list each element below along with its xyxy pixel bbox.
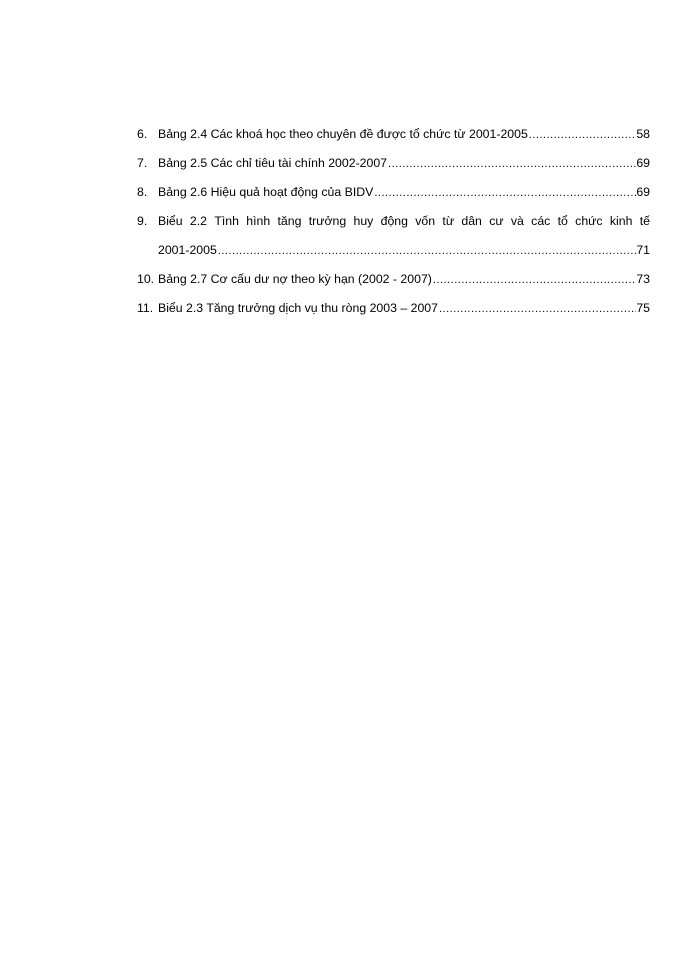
toc-entry-10[interactable] [137,269,650,298]
toc-entry-6[interactable] [137,124,650,153]
entry-title-line1 [158,211,650,231]
entry-number: 7. [137,156,148,170]
title-word: các [531,214,551,228]
entry-number: 10. [137,272,155,286]
toc-entry-9-line2[interactable] [137,240,650,269]
title-word: trưởng [308,214,347,228]
dot-leader [433,270,636,290]
title-word: tăng [277,214,302,228]
toc-entry-7[interactable] [137,153,650,182]
title-word: tổ [557,214,568,228]
title-word: dân [461,214,482,228]
entry-title: Bảng 2.5 Các chỉ tiêu tài chính 2002-2007 [158,156,388,170]
title-word: 2.2 [189,214,208,228]
title-word: kinh [609,214,633,228]
entry-number: 9. [137,214,148,228]
entry-page-number: 69 [636,185,650,199]
entry-number: 8. [137,185,148,199]
toc-entry-8[interactable] [137,182,650,211]
entry-title: Bảng 2.7 Cơ cấu dư nợ theo kỳ hạn (2002 - 2007) [158,272,432,286]
entry-number: 11. [137,301,154,315]
title-word: vốn [415,214,436,228]
title-word: cư [489,214,504,228]
title-word: và [510,214,524,228]
dot-leader [218,241,637,261]
dot-leader [374,183,636,203]
table-of-figures [137,124,650,327]
entry-page-number: 69 [636,156,650,170]
title-word: tế [639,214,650,228]
title-word: Tình [214,214,239,228]
entry-page-number: 73 [636,272,650,286]
entry-page-number: 75 [636,301,650,315]
entry-page-number: 58 [636,127,650,141]
dot-leader [388,154,636,174]
title-word: Biểu [158,214,183,228]
entry-title-line2: 2001-2005 [158,243,217,257]
entry-title: Bảng 2.6 Hiệu quả hoạt động của BIDV [158,185,374,199]
title-word: huy [353,214,374,228]
dot-leader [529,125,637,145]
entry-page-number: 71 [636,243,650,257]
title-word: chức [575,214,603,228]
dot-leader [439,299,636,319]
entry-title: Bảng 2.4 Các khoá học theo chuyên đề được tổ chức từ 2001-2005 [158,127,528,141]
toc-entry-9-line1[interactable] [137,211,650,240]
title-word: động [380,214,408,228]
entry-number: 6. [137,127,148,141]
entry-title: Biểu 2.3 Tăng trưởng dịch vụ thu ròng 2003 – 2007 [158,301,438,315]
title-word: từ [442,214,455,228]
title-word: hình [246,214,271,228]
toc-entry-11[interactable] [137,298,650,327]
